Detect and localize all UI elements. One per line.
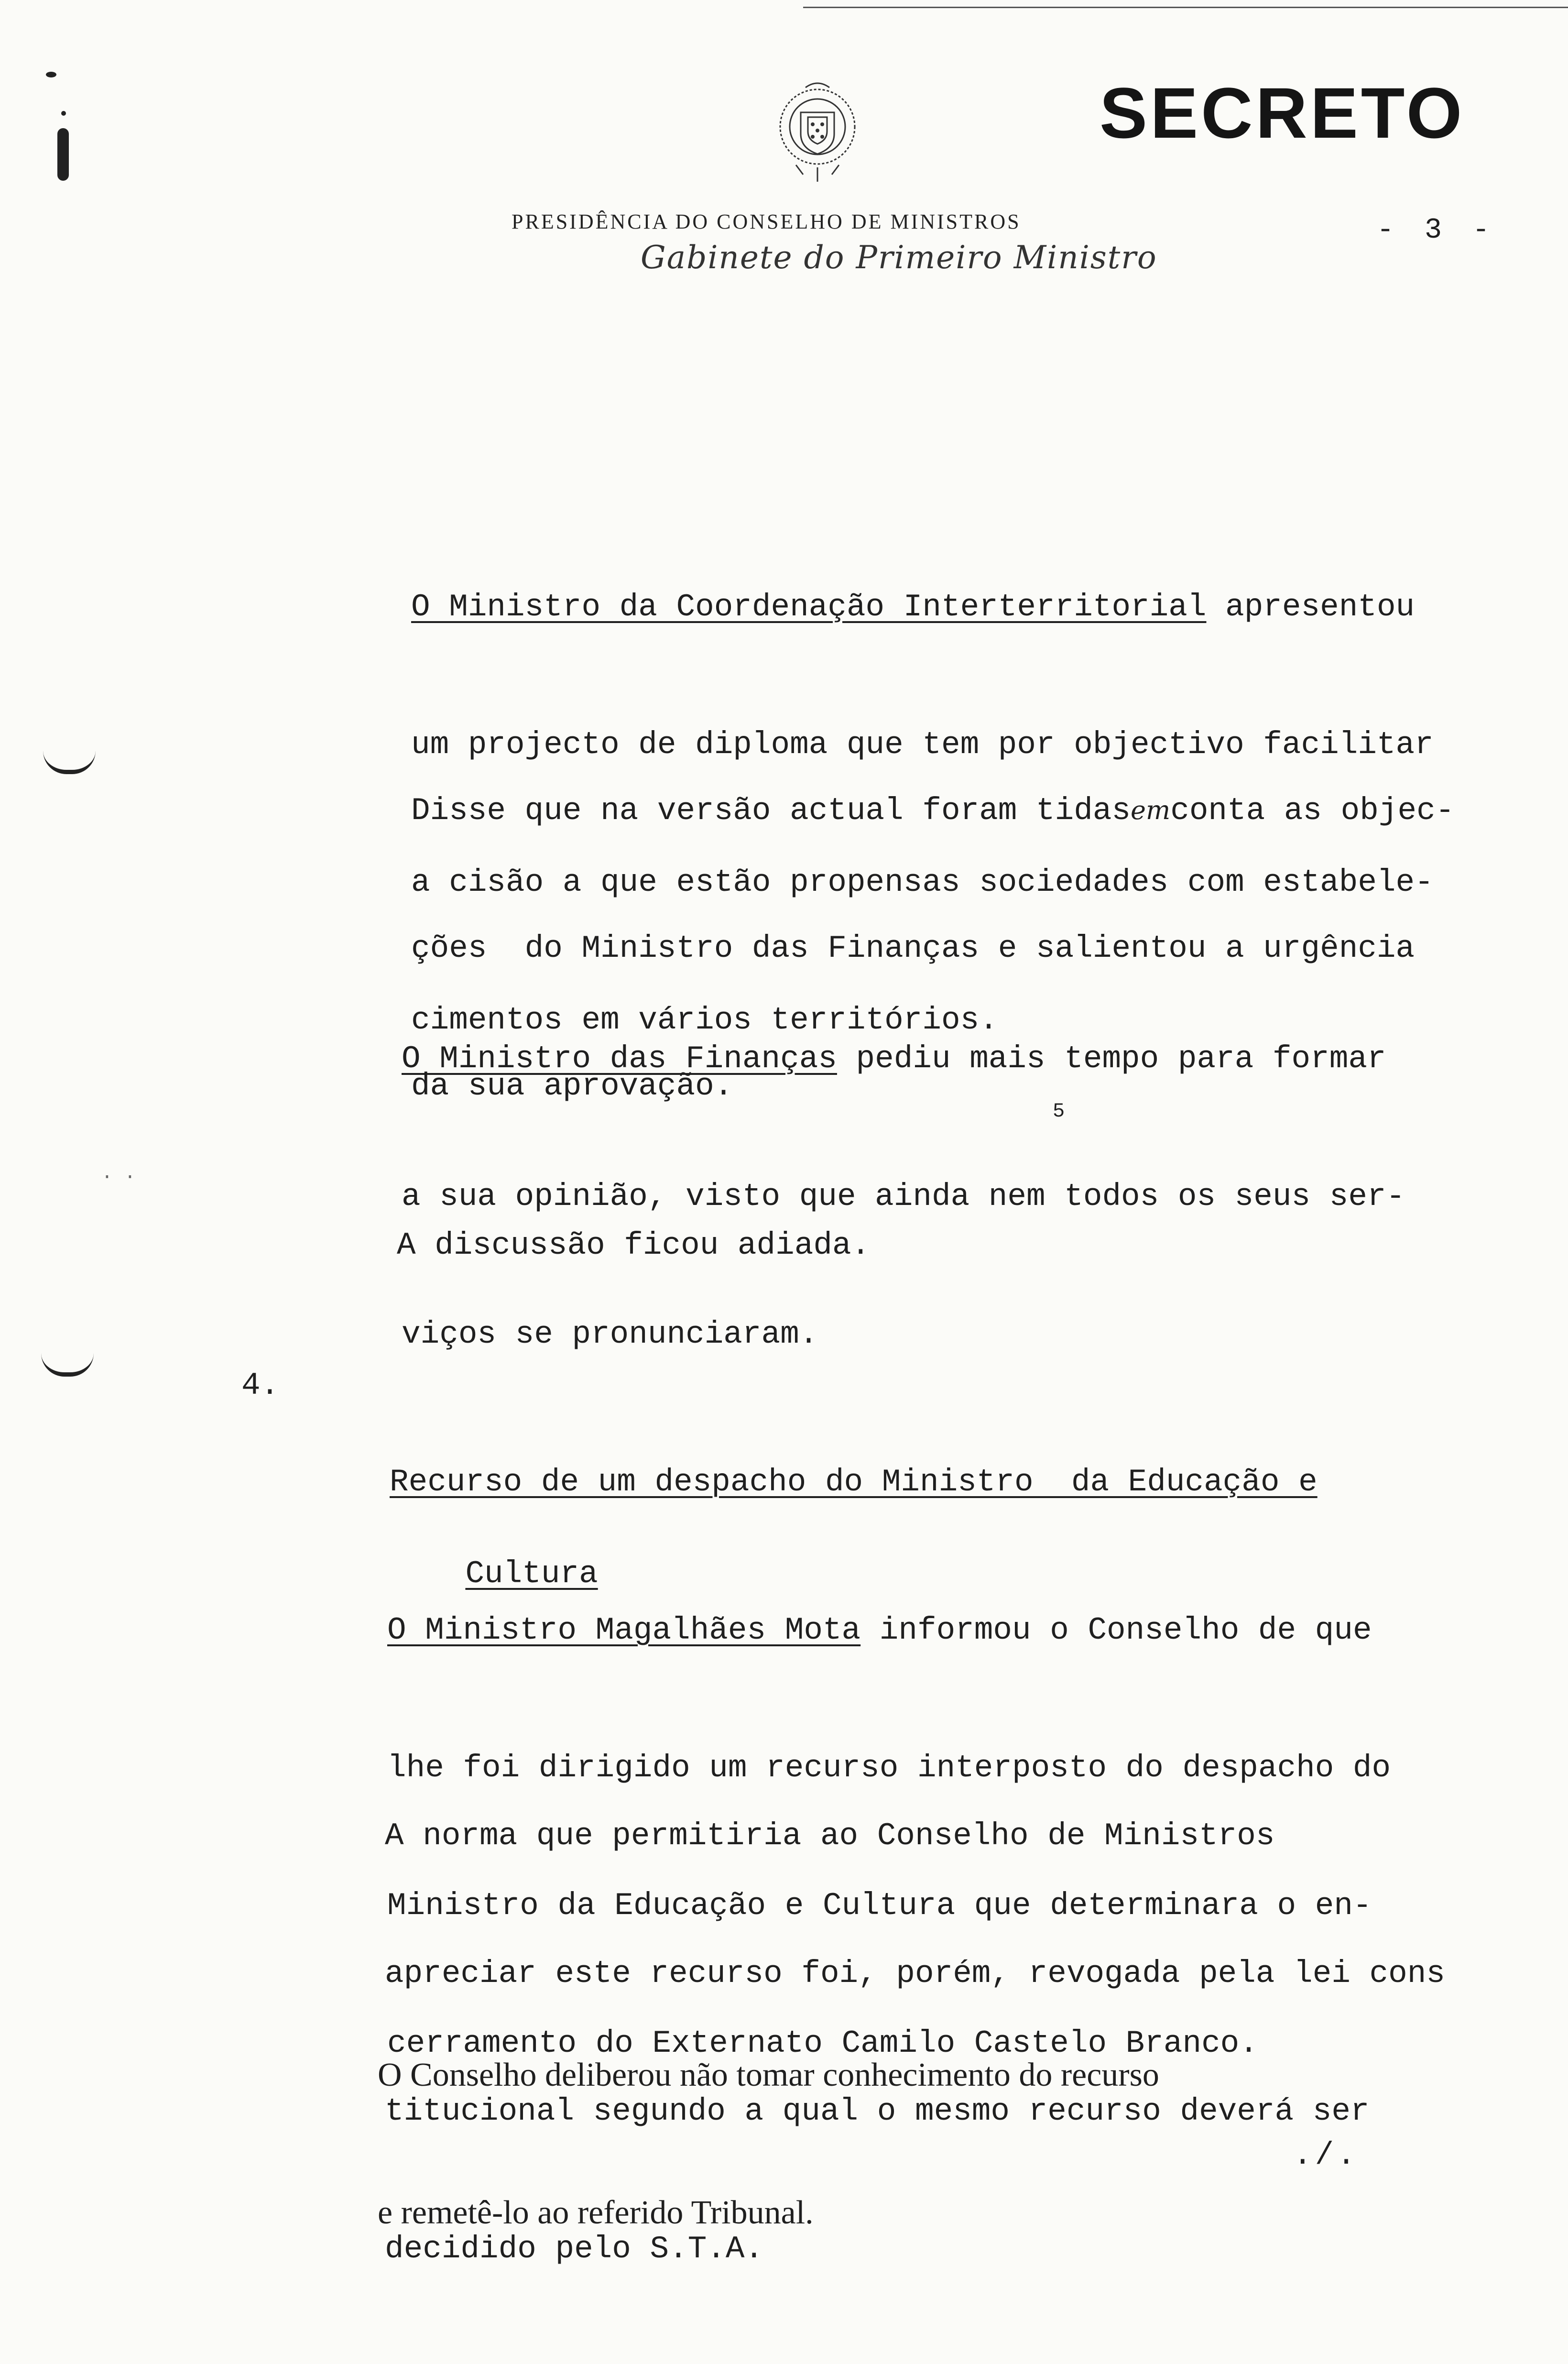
binding-curve [43,751,96,774]
binding-mark [61,111,66,116]
speaker-name: O Ministro da Coordenação Interterritorial [411,589,1207,625]
stray-mark: 5 [1053,1100,1065,1123]
paragraph-norma: A norma que permitiria ao Conselho de Ministros apreciar este recurso foi, porém, revogada pela lei cons titucional segundo a qual o mesmo recurso deverá ser decidido pelo S.T.A. [385,1818,1445,2267]
binding-mark [46,72,56,77]
paragraph-coordenacao-2: Disse que na versão actual foram tidasemconta as objec- ções do Ministro das Finanças e salientou a urgência da sua aprovação. [411,793,1455,1104]
speaker-name: O Ministro das Finanças [402,1041,837,1077]
office-subtitle: Gabinete do Primeiro Ministro [641,239,1157,276]
binding-mark [57,128,69,181]
paragraph-coordenacao: O Ministro da Coordenação Interterritorial apresentou um projecto de diploma que tem por objectivo facilitar a cisão a que estão propensas sociedades com estabele- cimentos em vários territórios. [411,589,1434,1038]
item-number: 4. [241,1368,280,1403]
paragraph-financas: O Ministro das Finanças pediu mais tempo para formar a sua opinião, visto que ainda nem todos os seus ser- viços se pronunciaram. [402,1041,1405,1352]
handwritten-insertion: em [1131,795,1171,825]
binding-curve [41,1353,94,1377]
scan-specks: ∙ ∙ [101,1167,136,1188]
organization-name: PRESIDÊNCIA DO CONSELHO DE MINISTROS [512,210,1021,233]
item-title: Recurso de um despacho do Ministro da Educação e Cultura [390,1464,1318,1592]
coat-of-arms-emblem [767,79,868,189]
top-rule [803,7,1568,8]
paragraph-magalhaes: O Ministro Magalhães Mota informou o Conselho de que lhe foi dirigido um recurso interposto do despacho do Ministro da Educação e Cultura que determinara o en- cerramento do Externato Camilo Castelo Branco. [387,1612,1391,2061]
page-number: - 3 - [1377,214,1497,247]
paragraph-decision: O Conselho deliberou não tomar conhecimento do recurso e remetê-lo ao referido Tribunal. [378,2057,1159,2231]
speaker-name: O Ministro Magalhães Mota [387,1612,861,1648]
continuation-mark: ./. [1293,2137,1359,2173]
paragraph-adiada: A discussão ficou adiada. [397,1227,871,1263]
classification-stamp: SECRETO [1100,73,1465,153]
